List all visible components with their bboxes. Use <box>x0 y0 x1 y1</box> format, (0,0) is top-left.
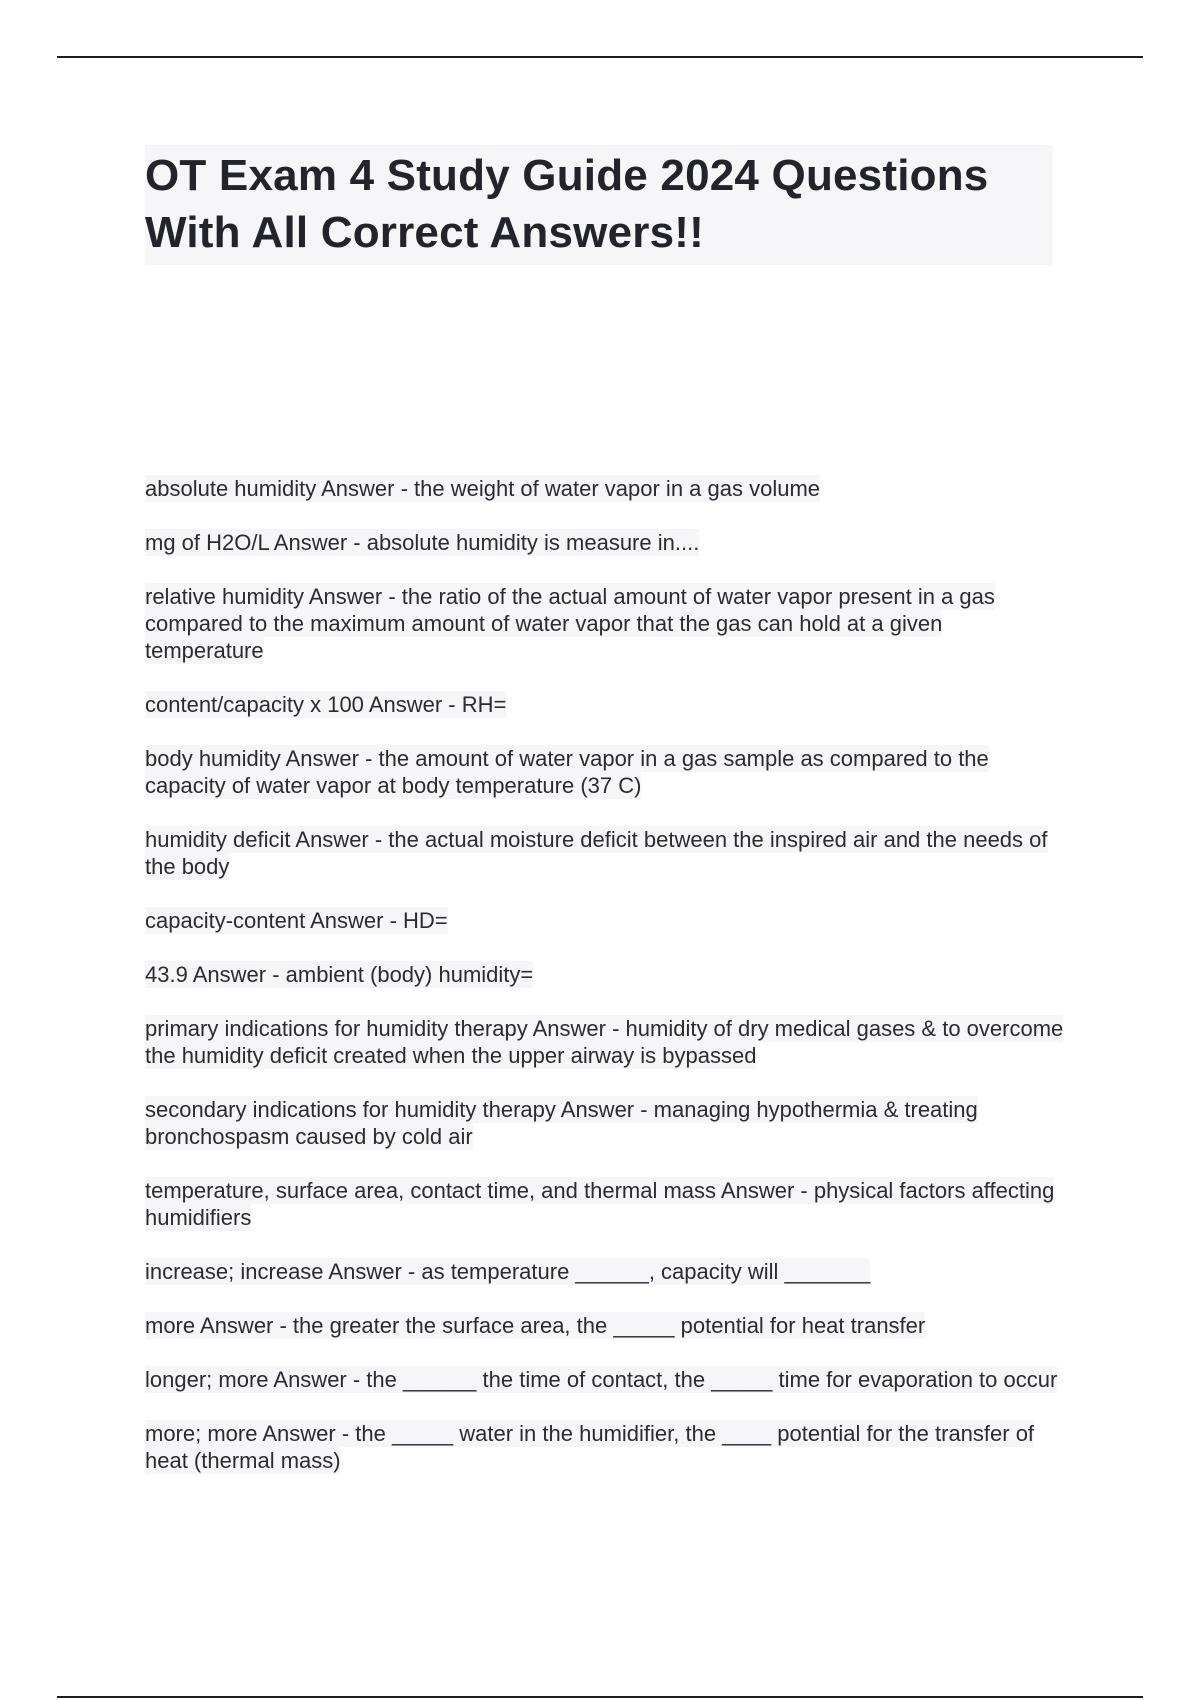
top-divider <box>57 56 1143 58</box>
qa-item <box>145 1096 1065 1150</box>
qa-text: body humidity Answer - the amount of water vapor in a gas sample as compared to the capacity of water vapor at body temperature (37 C) <box>145 746 989 798</box>
qa-text: mg of H2O/L Answer - absolute humidity is measure in.... <box>145 530 700 555</box>
qa-item <box>145 1312 1065 1339</box>
qa-item <box>145 1177 1065 1231</box>
qa-item <box>145 529 1065 556</box>
qa-text: secondary indications for humidity therapy Answer - managing hypothermia & treating bronchospasm caused by cold air <box>145 1097 978 1149</box>
qa-item <box>145 1366 1065 1393</box>
qa-text: absolute humidity Answer - the weight of water vapor in a gas volume <box>145 476 821 501</box>
qa-text: primary indications for humidity therapy Answer - humidity of dry medical gases & to overcome the humidity deficit created when the upper airway is bypassed <box>145 1016 1064 1068</box>
qa-text: humidity deficit Answer - the actual moisture deficit between the inspired air and the needs of the body <box>145 827 1048 879</box>
qa-text: 43.9 Answer - ambient (body) humidity= <box>145 962 534 987</box>
qa-text: more Answer - the greater the surface area, the _____ potential for heat transfer <box>145 1313 926 1338</box>
qa-text: temperature, surface area, contact time, and thermal mass Answer - physical factors affecting humidifiers <box>145 1178 1055 1230</box>
qa-text: relative humidity Answer - the ratio of the actual amount of water vapor present in a gas compared to the maximum amount of water vapor that the gas can hold at a given temperature <box>145 584 995 663</box>
qa-text: more; more Answer - the _____ water in the humidifier, the ____ potential for the transfer of heat (thermal mass) <box>145 1421 1035 1473</box>
qa-text: content/capacity x 100 Answer - RH= <box>145 692 507 717</box>
qa-item <box>145 583 1065 664</box>
qa-item <box>145 1258 1065 1285</box>
qa-item <box>145 907 1065 934</box>
qa-item <box>145 475 1065 502</box>
document-title: OT Exam 4 Study Guide 2024 Questions With All Correct Answers!! <box>145 151 989 257</box>
qa-item <box>145 1015 1065 1069</box>
qa-item <box>145 745 1065 799</box>
qa-item <box>145 691 1065 718</box>
qa-list <box>145 475 1065 1501</box>
qa-text: capacity-content Answer - HD= <box>145 908 448 933</box>
qa-item <box>145 1420 1065 1474</box>
bottom-divider <box>57 1696 1143 1698</box>
qa-text: longer; more Answer - the ______ the time of contact, the _____ time for evaporation to occur <box>145 1367 1058 1392</box>
qa-item <box>145 826 1065 880</box>
title-block <box>145 145 1053 265</box>
qa-text: increase; increase Answer - as temperature ______, capacity will _______ <box>145 1259 871 1284</box>
qa-item <box>145 961 1065 988</box>
